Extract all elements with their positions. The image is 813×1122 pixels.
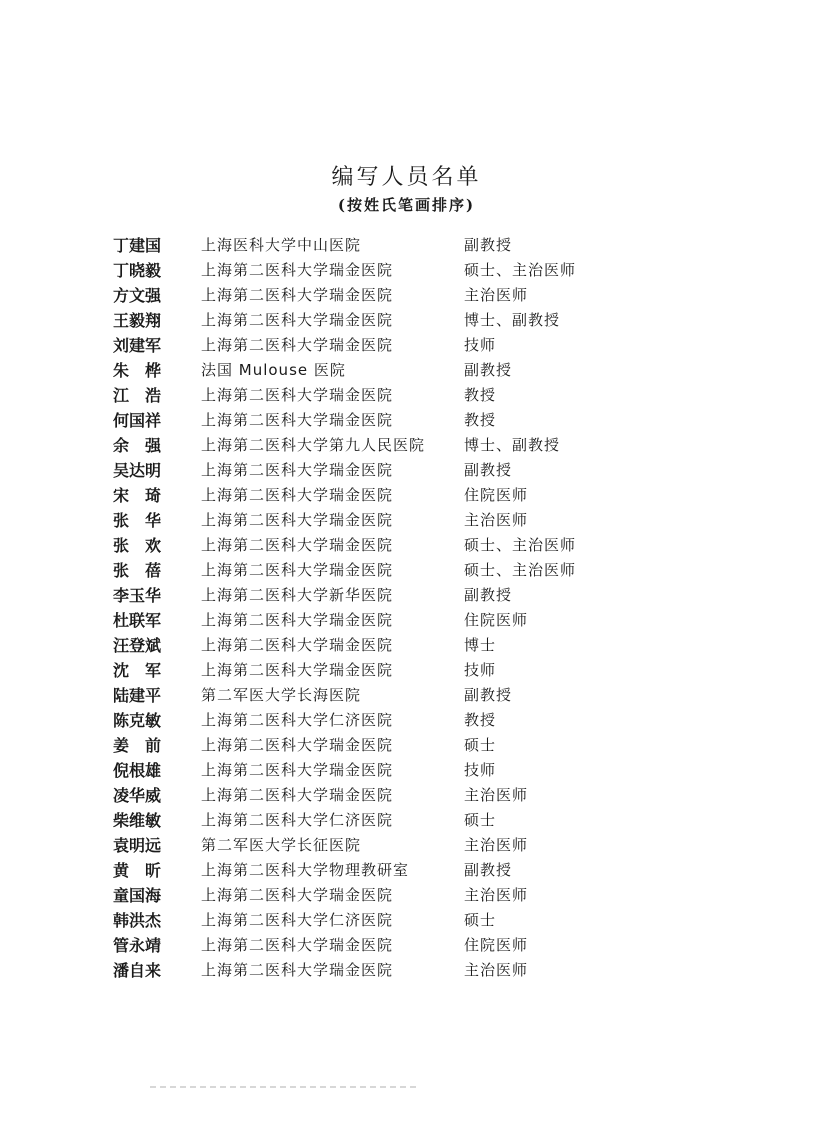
author-title: 博士、副教授: [464, 311, 561, 329]
author-row: [0, 608, 813, 633]
author-title: 副教授: [464, 586, 513, 604]
author-name: 张 蓓: [113, 561, 162, 580]
author-row: [0, 483, 813, 508]
author-title: 主治医师: [464, 961, 529, 979]
author-name: 王毅翔: [113, 311, 162, 330]
author-institution: 上海第二医科大学瑞金医院: [201, 461, 394, 479]
author-title: 住院医师: [464, 486, 529, 504]
author-row: [0, 883, 813, 908]
author-title: 主治医师: [464, 286, 529, 304]
author-title: 博士: [464, 636, 497, 654]
author-row: [0, 433, 813, 458]
author-row: [0, 308, 813, 333]
author-title: 硕士: [464, 811, 497, 829]
author-institution: 上海第二医科大学瑞金医院: [201, 311, 394, 329]
author-institution: 上海第二医科大学瑞金医院: [201, 336, 394, 354]
author-title: 技师: [464, 761, 497, 779]
author-title: 副教授: [464, 361, 513, 379]
author-name: 丁建国: [113, 236, 162, 255]
author-name: 吴达明: [113, 461, 162, 480]
author-name: 倪根雄: [113, 761, 162, 780]
page-title: 编写人员名单: [331, 165, 482, 190]
author-institution: 上海第二医科大学物理教研室: [201, 861, 410, 879]
author-row: [0, 858, 813, 883]
author-institution: 法国 Mulouse 医院: [201, 361, 346, 379]
author-row: [0, 508, 813, 533]
author-institution: 上海第二医科大学瑞金医院: [201, 786, 394, 804]
author-institution: 上海第二医科大学瑞金医院: [201, 886, 394, 904]
author-row: [0, 708, 813, 733]
author-name: 李玉华: [113, 586, 162, 605]
author-institution: 第二军医大学长海医院: [201, 686, 362, 704]
author-row: [0, 583, 813, 608]
author-row: [0, 383, 813, 408]
author-institution: 上海第二医科大学新华医院: [201, 586, 394, 604]
author-name: 张 华: [113, 511, 162, 530]
author-institution: 上海第二医科大学瑞金医院: [201, 261, 394, 279]
author-row: [0, 908, 813, 933]
author-institution: 上海第二医科大学瑞金医院: [201, 411, 394, 429]
author-name: 沈 军: [113, 661, 162, 680]
author-name: 汪登斌: [113, 636, 162, 655]
author-institution: 上海第二医科大学瑞金医院: [201, 561, 394, 579]
scan-artifact: [150, 1086, 420, 1088]
author-row: [0, 558, 813, 583]
author-name: 陆建平: [113, 686, 162, 705]
author-name: 江 浩: [113, 386, 162, 405]
author-row: [0, 458, 813, 483]
author-row: [0, 408, 813, 433]
author-institution: 上海第二医科大学瑞金医院: [201, 536, 394, 554]
author-title: 技师: [464, 661, 497, 679]
author-institution: 上海第二医科大学仁济医院: [201, 911, 394, 929]
author-title: 硕士、主治医师: [464, 261, 577, 279]
author-title: 主治医师: [464, 836, 529, 854]
author-name: 童国海: [113, 886, 162, 905]
author-title: 主治医师: [464, 886, 529, 904]
author-institution: 上海第二医科大学瑞金医院: [201, 286, 394, 304]
author-row: [0, 783, 813, 808]
author-title: 硕士: [464, 911, 497, 929]
author-row: [0, 958, 813, 983]
author-name: 方文强: [113, 286, 162, 305]
author-institution: 上海第二医科大学仁济医院: [201, 811, 394, 829]
author-title: 副教授: [464, 861, 513, 879]
author-name: 余 强: [113, 436, 162, 455]
author-name: 张 欢: [113, 536, 162, 555]
author-row: [0, 933, 813, 958]
author-row: [0, 633, 813, 658]
author-name: 宋 琦: [113, 486, 162, 505]
author-institution: 上海第二医科大学瑞金医院: [201, 636, 394, 654]
author-institution: 上海医科大学中山医院: [201, 236, 362, 254]
author-title: 主治医师: [464, 786, 529, 804]
author-name: 何国祥: [113, 411, 162, 430]
author-title: 副教授: [464, 686, 513, 704]
author-title: 教授: [464, 386, 497, 404]
author-title: 硕士、主治医师: [464, 561, 577, 579]
author-name: 袁明远: [113, 836, 162, 855]
author-row: [0, 358, 813, 383]
author-institution: 上海第二医科大学瑞金医院: [201, 961, 394, 979]
author-row: [0, 733, 813, 758]
author-title: 博士、副教授: [464, 436, 561, 454]
author-row: [0, 658, 813, 683]
author-title: 技师: [464, 336, 497, 354]
author-list: [0, 233, 813, 983]
author-institution: 上海第二医科大学瑞金医院: [201, 936, 394, 954]
author-institution: 上海第二医科大学瑞金医院: [201, 386, 394, 404]
author-institution: 上海第二医科大学瑞金医院: [201, 511, 394, 529]
author-name: 凌华威: [113, 786, 162, 805]
author-institution: 上海第二医科大学瑞金医院: [201, 611, 394, 629]
author-row: [0, 233, 813, 258]
author-name: 韩洪杰: [113, 911, 162, 930]
author-title: 教授: [464, 711, 497, 729]
author-name: 朱 桦: [113, 361, 162, 380]
author-row: [0, 808, 813, 833]
author-name: 陈克敏: [113, 711, 162, 730]
author-title: 教授: [464, 411, 497, 429]
author-title: 住院医师: [464, 611, 529, 629]
author-name: 柴维敏: [113, 811, 162, 830]
author-row: [0, 833, 813, 858]
author-title: 主治医师: [464, 511, 529, 529]
author-name: 管永靖: [113, 936, 162, 955]
author-title: 副教授: [464, 461, 513, 479]
author-row: [0, 758, 813, 783]
author-name: 丁晓毅: [113, 261, 162, 280]
author-name: 黄 昕: [113, 861, 162, 880]
author-name: 潘自来: [113, 961, 162, 980]
author-institution: 第二军医大学长征医院: [201, 836, 362, 854]
author-institution: 上海第二医科大学瑞金医院: [201, 486, 394, 504]
author-row: [0, 533, 813, 558]
author-institution: 上海第二医科大学仁济医院: [201, 711, 394, 729]
author-row: [0, 333, 813, 358]
author-title: 硕士、主治医师: [464, 536, 577, 554]
author-row: [0, 283, 813, 308]
author-title: 住院医师: [464, 936, 529, 954]
author-title: 副教授: [464, 236, 513, 254]
author-institution: 上海第二医科大学瑞金医院: [201, 661, 394, 679]
author-name: 杜联军: [113, 611, 162, 630]
author-row: [0, 683, 813, 708]
author-name: 姜 前: [113, 736, 162, 755]
page-subtitle: (按姓氏笔画排序): [337, 196, 476, 214]
author-row: [0, 258, 813, 283]
author-institution: 上海第二医科大学瑞金医院: [201, 736, 394, 754]
author-institution: 上海第二医科大学第九人民医院: [201, 436, 426, 454]
author-name: 刘建军: [113, 336, 162, 355]
author-title: 硕士: [464, 736, 497, 754]
author-institution: 上海第二医科大学瑞金医院: [201, 761, 394, 779]
